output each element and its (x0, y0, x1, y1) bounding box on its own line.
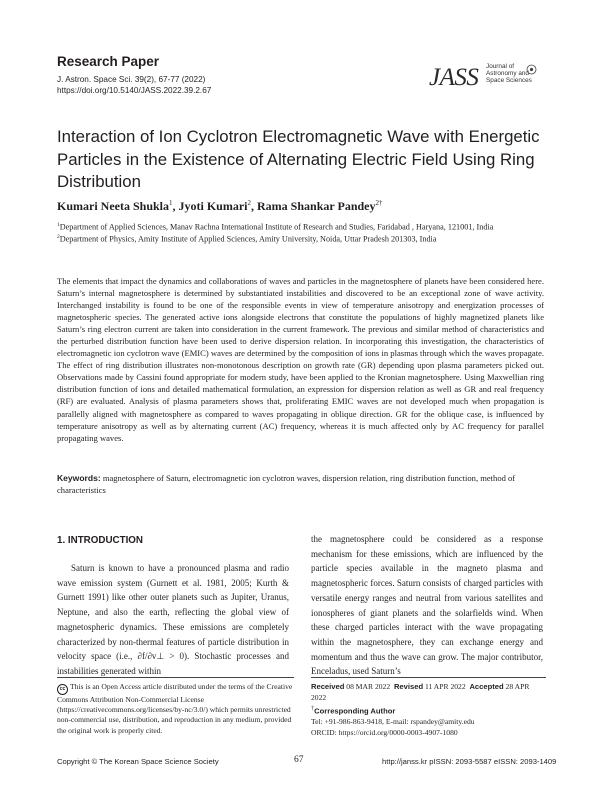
revised-date: 11 APR 2022 (425, 682, 466, 691)
abstract: The elements that impact the dynamics and collaborations of waves and particles in the magnetosphere of planets have been considered here. Saturn’s internal magnetosphere is determined by substantiated instabilities and discovered to be an exceptional zone of wave activity. Interchanged instability is found to be one of the responsible events in view of temperature anisotropy and energization processes of magnetospheric species. The generated active ions alongside electrons that constitute the populations of highly magnetized planets like Saturn’s ring electron current are taken into consideration in the current framework. The previous and similar method of characteristics and the perturbed distribution function have been used to derive dispersion relation. In incorporating this investigation, the characteristics of electromagnetic ion cyclotron wave (EMIC) waves are determined by the composition of ions in plasmas through which the waves propagate. The effect of ring distribution illustrates non-monotonous description on growth rate (GR) depending upon plasma parameters picked out. Observations made by Cassini found appropriate for modern study, have been applied to the Kronian magnetosphere. Using Maxwellian ring distribution function of ions and detailed mathematical formulation, an expression for dispersion relation as well as GR and real frequency (RF) are evaluated. Analysis of plasma parameters shows that, proliferating EMIC waves are not developed much when propagation is parallelly aligned with magnetosphere as compared to waves propagating in oblique direction. GR for the oblique case, is influenced by temperature anisotropy as well as by alternating current (AC) frequency, whereas it is much affected only by AC frequency for parallel propagating waves. (57, 276, 544, 443)
logo-mark: JASS (429, 64, 479, 91)
footer-copyright: Copyright © The Korean Space Science Society (57, 757, 219, 766)
date-line (311, 682, 546, 704)
title-line: Distribution (57, 172, 141, 191)
footnote-divider (57, 677, 294, 678)
affiliation-marker: 2 (57, 234, 60, 240)
corresponding-author-line (311, 704, 546, 717)
author-name: Kumari Neeta Shukla (57, 199, 170, 213)
contact-info: Tel: +91-986-863-9418, E-mail: rspandey@amity.edu (311, 716, 475, 726)
logo-orbit-icon (526, 64, 537, 75)
author-list: Kumari Neeta Shukla$^1$, Jyoti Kumari$^2$, Rama Shankar Pandey$^{2\dagger}$ (57, 199, 383, 213)
orcid-link[interactable]: ORCID: https://orcid.org/0000-0003-4907-1080 (311, 727, 458, 737)
article-history (311, 682, 546, 739)
logo-text-line: Space Sciences (486, 77, 532, 85)
keywords-text: magnetosphere of Saturn, electromagnetic ion cyclotron waves, dispersion relation, ring distribution function, method of characteristics (57, 473, 516, 495)
author-affiliation-marker: 1 (169, 199, 173, 207)
paper-title (57, 126, 557, 194)
revised-label: Revised (393, 682, 424, 691)
received-date: 08 MAR 2022 (346, 682, 391, 691)
logo-text-line: Journal of (486, 63, 515, 70)
author-affiliation-marker: 2† (375, 199, 383, 207)
doi-link[interactable]: https://doi.org/10.5140/JASS.2022.39.2.67 (57, 86, 212, 95)
section-heading: 1. INTRODUCTION (57, 535, 143, 546)
affiliation-text: Department of Applied Sciences, Manav Rachna International Institute of Research and Studies, Faridabad , Haryana, 121001, India (59, 222, 494, 232)
logo-text (486, 63, 532, 85)
title-line: Interaction of Ion Cyclotron Electromagnetic Wave with Energetic (57, 127, 540, 146)
affiliation (57, 232, 557, 245)
affiliation-marker: 1 (57, 222, 60, 228)
keywords (57, 472, 544, 496)
intro-column-right: the magnetosphere could be considered as a response mechanism for these emissions, which are influenced by the particle species available in the magneto plasma and magnetospheric forces. Saturn consists of charged particles with versatile energy ranges and neutral from various satellites and ionospheres of giant planets and the solarfields wind. When these charged particles interact with the wave propagating within the magnetosphere, they can exchange energy and momentum and thus the wave can grow. The major contributor, Enceladus, used Saturn’s (311, 534, 543, 677)
corresponding-label: Corresponding Author (314, 706, 396, 716)
corresponding-marker: † (311, 704, 315, 712)
author-affiliation-marker: 2 (247, 199, 252, 207)
journal-logo (429, 62, 549, 98)
logo-text-line: Astronomy and (486, 70, 529, 78)
affiliation-text: Department of Physics, Amity Institute of Applied Sciences, Amity University, Noida, Uttar Pradesh 201303, India (59, 234, 437, 244)
keywords-label: Keywords: (57, 473, 101, 483)
journal-citation: J. Astron. Space Sci. 39(2), 67-77 (2022) (57, 75, 206, 84)
author-name: Jyoti Kumari (178, 199, 248, 213)
footer-issn: http://janss.kr pISSN: 2093-5587 eISSN: 2093-1409 (382, 757, 557, 766)
license-notice (57, 682, 294, 736)
intro-column-left: Saturn is known to have a pronounced plasma and radio wave emission system (Gurnett et al. 1981, 2005; Kurth & Gurnett 1991) like other outer planets such as Jupiter, Uranus, Neptune, and also the earth, reflecting the global view of magnetospheric dynamics. These emissions are completely characterized by non-thermal features of particle distribution in velocity space (i.e., ∂f/∂v⊥ > 0). Stochastic processes and instabilities generated within (57, 563, 289, 676)
author-name: Rama Shankar Pandey (257, 199, 376, 213)
paper-type-label: Research Paper (57, 54, 160, 69)
license-text: This is an Open Access article distributed under the terms of the Creative Commons Attribution Non-Commercial License (https://creativecommons.org/licenses/by-nc/3.0/) which permits unrestricted non-commercial use, distribution, and reproduction in any medium, provided the original work is properly cited. (57, 682, 293, 735)
page-number: 67 (294, 755, 304, 765)
creative-commons-icon: cc (57, 684, 68, 695)
accepted-date: 28 APR 2022 (311, 682, 530, 702)
title-line: Particles in the Existence of Alternating Electric Field Using Ring (57, 149, 535, 169)
footnote-divider (311, 677, 546, 678)
affiliation (57, 220, 557, 233)
accepted-label: Accepted (469, 682, 504, 691)
received-label: Received (311, 682, 345, 691)
